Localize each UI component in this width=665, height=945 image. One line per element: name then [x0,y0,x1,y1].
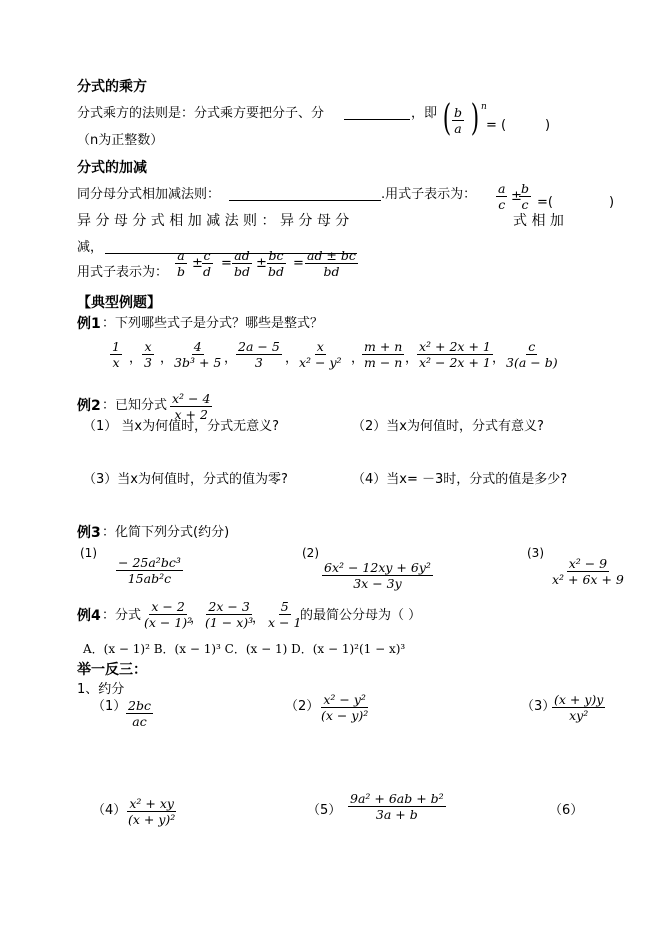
example4-label: 例4 [77,608,101,624]
ex1-comma-6: ， [405,351,419,366]
ex1-comma-2: ， [160,351,174,366]
ex1-frac-8: $\frac{c}{3(a - b)}$ [506,339,558,371]
ex1-comma-5: ， [351,351,365,366]
rule1-close: ) [609,195,615,210]
practice-label-5: （5） [307,803,342,818]
power-rule-text: 分式乘方的法则是：分式乘方要把分子、分 [77,106,325,121]
rule2-pm-1: ± [192,256,203,271]
diff-expr-label: 用式子表示为： [77,265,169,280]
power-rule-after: ，即 [411,106,438,121]
practice-heading: 举一反三： [77,662,147,678]
power-rule-blank [344,119,410,120]
practice-subheading: 1、约分 [77,682,125,697]
example1-text: ：下列哪些式子是分式？哪些是整式？ [102,316,324,331]
ex3-fraction-2: $\frac{\text{6x² − 12xy + 6y²}}{3x - 3y}$ [324,560,431,592]
ex4-comma-2: ， [252,611,266,626]
practice-label-3: （3） [521,699,556,714]
power-eq-close: ) [545,118,551,133]
ex4-options: A．(x − 1)² B．(x − 1)³ C．(x − 1) D．(x − 1)²(1 − x)³ [83,642,406,656]
rule2-eq-1: = [221,256,232,271]
ex4-comma-1: ， [190,611,204,626]
ex1-comma-4: ， [285,351,299,366]
power-eq-open: = ( [486,118,507,133]
rule2-pm-2: ± [256,256,267,271]
practice-label-1: （1） [92,699,127,714]
rule2-frac-result: $\frac{ad \pm bc}{bd}$ [307,248,356,280]
example4-text: ：分式 [102,608,142,623]
same-denominator-after: .用式子表示为： [381,187,477,202]
example3-text: ：化简下列分式(约分) [102,525,230,540]
rule2-frac-adbd: $\frac{ad}{bd}$ [234,248,251,280]
ex3-fraction-3: $\frac{\text{x² − 9}}{\text{x² + 6x + 9}}$ [552,556,624,588]
practice-fraction-5: $\frac{\text{9a² + 6ab + b²}}{3a + b}$ [350,791,444,823]
ex1-comma-3: ， [224,351,238,366]
rule1-eq: =( [537,195,553,210]
example2-label: 例2 [77,398,101,414]
left-paren: ( [442,98,452,139]
ex4-fraction-2: $\frac{2x - 3}{\text{(1 − x)³}}$ [205,599,254,631]
diff-denominator-after: 式 相 加 [513,213,564,229]
example1-label: 例1 [77,316,101,332]
practice-label-4: （4） [92,803,127,818]
diff-denominator-line2: 减， [77,240,104,255]
right-paren: ) [470,98,480,139]
ex2-question-3: （3）当x为何值时，分式的值为零? [83,472,288,487]
example3-label: 例3 [77,525,101,541]
ex3-label-2: (2) [302,546,319,560]
ex1-frac-5: $\frac{x}{\text{x² − y²}}$ [299,339,342,371]
practice-fraction-4: $\frac{\text{x² + xy}}{\text{(x + y)²}}$ [128,796,176,828]
ex2-question-1: （1） 当x为何值时，分式无意义? [83,419,279,434]
rule1-frac-b: $\frac{b}{c}$ [521,181,530,213]
ex1-comma-1: ， [129,351,143,366]
ex4-fraction-3: $\frac{5}{x - 1}$ [268,599,302,631]
rule2-frac-ab: $\frac{a}{b}$ [177,248,186,280]
same-denominator-rule: 同分母分式相加减法则： [77,187,221,202]
section-title-addsub: 分式的加减 [77,160,147,176]
ex1-frac-3: $\frac{4}{\text{3b³ + 5}}$ [174,339,222,371]
rule1-frac-a: $\frac{a}{c}$ [498,181,506,213]
practice-label-2: （2） [285,699,320,714]
ex3-label-3: (3) [527,546,544,560]
ex1-frac-7: $\frac{\text{x² + 2x + 1}}{\text{x² − 2x + 1}}$ [419,339,491,371]
power-note: （n为正整数） [77,133,164,148]
rule2-frac-bcbd: $\frac{bc}{bd}$ [268,248,285,280]
diff-denominator-rule: 异 分 母 分 式 相 加 减 法 则 ： 异 分 母 分 [77,213,350,229]
ex3-label-1: (1) [80,546,97,560]
ex2-question-2: （2）当x为何值时，分式有意义? [352,419,544,434]
ex1-comma-7: ， [492,351,506,366]
ex2-question-4: （4）当x= －3时，分式的值是多少? [352,472,568,487]
rule2-frac-cd: $\frac{c}{d}$ [203,248,212,280]
rule2-eq-2: = [293,256,304,271]
ex2-fraction: $\frac{\text{x² − 4}}{x + 2}$ [172,391,211,423]
ex1-frac-1: $\frac{1}{x}$ [112,339,120,371]
rule1-pm: ± [511,189,522,204]
same-denominator-blank [229,200,381,201]
ex1-frac-6: $\frac{m + n}{m - n}$ [364,339,403,371]
ex1-frac-4: $\frac{2a - 5}{3}$ [238,339,280,371]
section-title-power: 分式的乘方 [77,79,147,95]
ex1-frac-2: $\frac{x}{3}$ [144,339,152,371]
ex3-fraction-1: $\frac{\text{− 25a²bc³}}{\text{15ab²c}}$ [118,555,181,587]
examples-heading: 【典型例题】 [77,295,161,311]
ex4-fraction-1: $\frac{x - 2}{\text{(x − 1)²}}$ [144,599,193,631]
ex4-after: 的最简公分母为（ ） [300,608,422,623]
practice-label-6: （6） [549,803,584,818]
example2-text: ：已知分式 [102,398,168,413]
practice-fraction-2: $\frac{\text{x² − y²}}{\text{(x − y)²}}$ [321,692,369,724]
power-exponent: n [481,102,487,112]
practice-fraction-3: $\frac{(x + y)y}{\text{xy²}}$ [554,692,604,724]
practice-fraction-1: $\frac{2bc}{ac}$ [128,698,151,730]
power-fraction: $\frac{b}{a}$ [454,105,463,137]
